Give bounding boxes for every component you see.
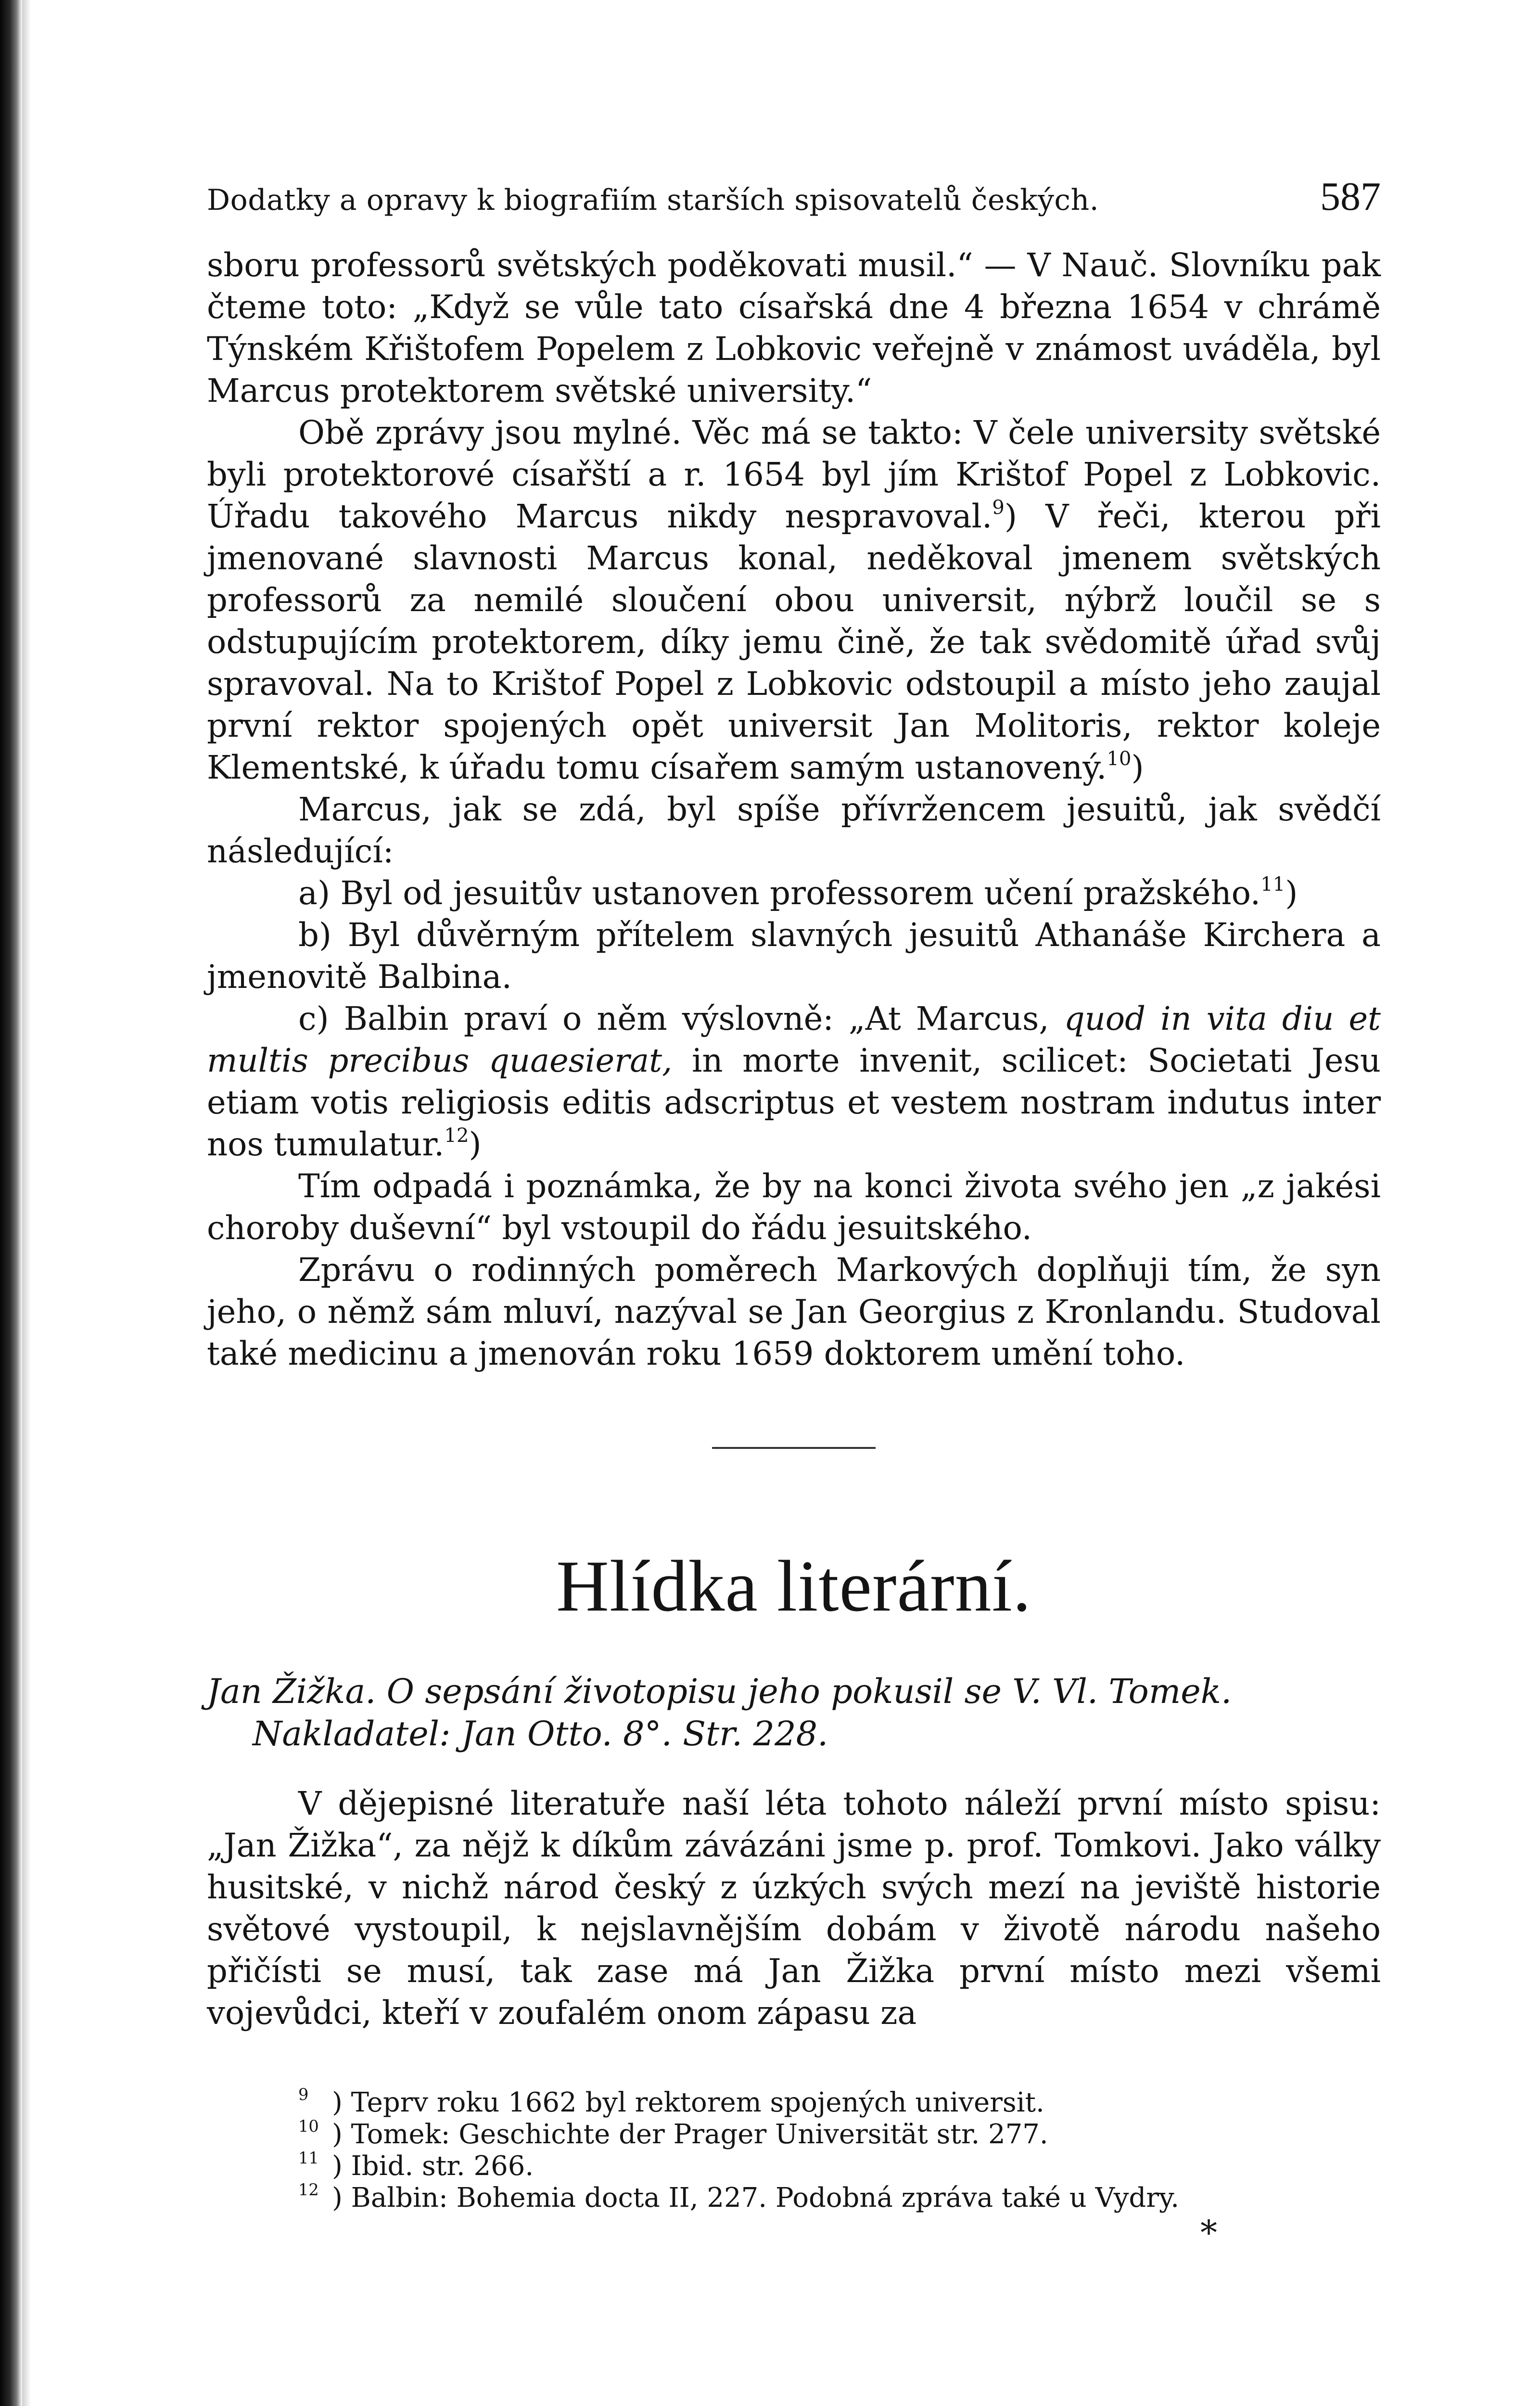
footnote-text: Tomek: Geschichte der Prager Universität str. 277. (351, 2119, 1048, 2150)
book-page (207, 173, 1381, 2406)
running-title: Dodatky a opravy k biografiím starších spisovatelů českých. (207, 183, 1099, 217)
paragraph-jesuits: Marcus, jak se zdá, byl spíše přívržencem jesuitů, jak svědčí následující: (207, 791, 1381, 870)
paragraph-continuation: sboru professorů světských poděkovati musil.“ — V Nauč. Slovníku pak čteme toto: „Když se vůle tato císařská dne 4 března 1654 v chrámě Týnském Křištofem Popelem z Lobkovic veřejně v známost uváděla, byl Marcus protektorem světské university.“ (207, 246, 1381, 410)
closing-paren: ) (332, 2087, 343, 2118)
review-heading (207, 1670, 1381, 1755)
paragraph-correction (207, 412, 1381, 789)
review-heading-line2: Nakladatel: Jan Otto. 8°. Str. 228. (253, 1714, 828, 1753)
closing-paren: ) (332, 2150, 343, 2182)
closing-paren: ) (469, 1126, 482, 1163)
list-item-c-text: c) Balbin praví o něm výslovně: „At Marcus, (298, 1000, 1049, 1037)
footnote-ref-10: 10 (1107, 747, 1132, 770)
footnote-ref-11: 11 (1260, 873, 1285, 896)
sheet-signature-asterisk: * (1200, 2213, 1217, 2252)
section-title: Hlídka literární. (556, 1546, 1031, 1626)
footnote-text: Teprv roku 1662 byl rektorem spojených universit. (351, 2087, 1044, 2118)
list-item-b: b) Byl důvěrným přítelem slavných jesuitů Athanáše Kirchera a jmenovitě Balbina. (207, 916, 1381, 996)
list-item-c-latin-cont: in morte invenit, scilicet: Societati Jesu etiam votis religiosis editis adscriptus et vestem nostram indutus inter nos tumulatur. (207, 1042, 1381, 1163)
scan-binding-edge (0, 0, 22, 2406)
footnote-text: Balbin: Bohemia docta II, 227. Podobná zpráva také u Vydry. (351, 2182, 1180, 2214)
section-divider (712, 1447, 876, 1449)
list-item-c (207, 998, 1381, 1165)
footnote: $^{12}$ ) Balbin: Bohemia docta II, 227. Podobná zpráva také u Vydry. (298, 2180, 1180, 2214)
list-item-a (207, 872, 1381, 914)
latin-quote-italic: quod in vita diu et multis precibus quaesierat, (207, 1000, 1381, 1079)
main-text (207, 244, 1381, 1375)
paragraph-speech-text: ) V řeči, kterou při jmenované slavnosti Marcus konal, neděkoval jmenem světských professorů za nemilé sloučení obou universit, nýbrž loučil se s odstupujícím protektorem, díky jemu čině, že tak svědomitě úřad svůj spravoval. Na to Krištof Popel z Lobkovic odstoupil a místo jeho zaujal první rektor spojených opět universit Jan Molitoris, rektor koleje Klementské, k úřadu tomu císařem samým ustanovený. (207, 498, 1381, 786)
paragraph-remark: Tím odpadá i poznámka, že by na konci života svého jen „z jakési choroby duševní“ byl vstoupil do řádu jesuitského. (207, 1167, 1381, 1247)
paragraph-family: Zprávu o rodinných poměrech Markových doplňuji tím, že syn jeho, o němž sám mluví, nazýval se Jan Georgius z Kronlandu. Studoval také medicinu a jmenován roku 1659 doktorem umění toho. (207, 1251, 1381, 1372)
footnote-ref-12: 12 (444, 1124, 469, 1147)
closing-paren: ) (332, 2182, 343, 2214)
review-paragraph: V dějepisné literatuře naší léta tohoto náleží první místo spisu: „Jan Žižka“, za nějž k díkům závázáni jsme p. prof. Tomkovi. Jako války husitské, v nichž národ český z úzkých svých mezí na jeviště historie světové vystoupil, k nejslavnějším dobám v životě národu našeho přičísti se musí, tak zase má Jan Žižka první místo mezi všemi vojevůdci, kteří v zoufalém onom zápasu za (207, 1785, 1381, 2032)
footnote: $^{10}$ ) Tomek: Geschichte der Prager Universität str. 277. (298, 2117, 1048, 2150)
list-item-a-text: a) Byl od jesuitův ustanoven professorem učení pražského. (298, 874, 1261, 912)
footnote-ref-9: 9 (992, 496, 1005, 519)
review-heading-line1: Jan Žižka. O sepsání životopisu jeho pokusil se V. Vl. Tomek. (207, 1672, 1232, 1711)
paragraph-correction-text: Obě zprávy jsou mylné. Věc má se takto: V čele university světské byli protektorové císařští a r. 1654 byl jím Krištof Popel z Lobkovic. Úřadu takového Marcus nikdy nespravoval. (207, 414, 1381, 535)
review-text (207, 1783, 1381, 2034)
footnote-text: Ibid. str. 266. (351, 2150, 534, 2182)
footnotes (207, 2087, 1381, 2214)
closing-paren: ) (1285, 874, 1298, 912)
page-header (207, 173, 1381, 231)
scan-binding-shadow (22, 0, 31, 2406)
closing-paren: ) (332, 2119, 343, 2150)
footnote: $^{11}$ ) Ibid. str. 266. (298, 2149, 534, 2182)
footnote: $^9$ ) Teprv roku 1662 byl rektorem spojených universit. (298, 2085, 1044, 2118)
closing-paren: ) (1131, 749, 1144, 786)
page-number: 587 (1320, 174, 1381, 219)
